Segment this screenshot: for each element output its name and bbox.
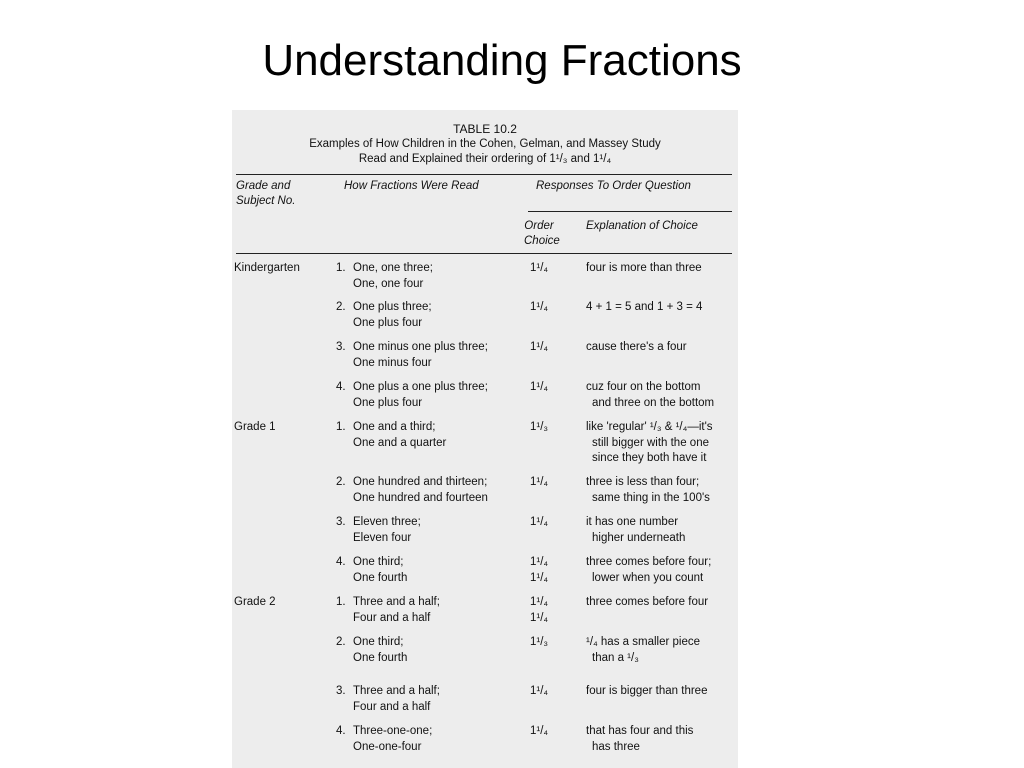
fraction-reading-line: One minus four	[353, 356, 432, 369]
header-order-choice: Order Choice	[524, 220, 560, 247]
fraction-reading-line: Eleven four	[353, 531, 412, 544]
fraction-reading	[353, 555, 407, 586]
fraction-reading-line: One hundred and thirteen;	[353, 476, 488, 488]
fraction-reading-line: Three and a half;	[353, 596, 440, 608]
order-choice	[530, 261, 548, 277]
row-number-line: 1.	[336, 262, 346, 274]
order-choice-line: 1¹/₃	[530, 421, 549, 433]
choice-explanation-line: than a ¹/₃	[592, 651, 639, 664]
fraction-reading	[353, 340, 488, 371]
grade-label-line: Kindergarten	[234, 262, 300, 274]
fraction-reading-line: One-one-four	[353, 740, 422, 753]
row-number	[336, 380, 346, 396]
choice-explanation-line: higher underneath	[592, 531, 686, 544]
choice-explanation	[586, 340, 687, 356]
fraction-reading-line: Three and a half;	[353, 685, 440, 697]
order-choice	[530, 724, 548, 740]
fraction-reading	[353, 635, 407, 666]
order-choice	[530, 475, 548, 491]
order-choice-line: 1¹/₄	[530, 571, 549, 584]
fraction-reading	[353, 261, 433, 292]
fraction-reading	[353, 595, 440, 626]
choice-explanation	[586, 515, 685, 546]
order-choice	[530, 300, 548, 316]
order-choice-line: 1¹/₄	[530, 611, 549, 624]
row-number	[336, 475, 346, 491]
grade-label	[234, 420, 276, 436]
choice-explanation-line: four is more than three	[586, 262, 702, 274]
row-number	[336, 555, 346, 571]
order-choice-line: 1¹/₃	[530, 636, 549, 648]
row-number	[336, 724, 346, 740]
order-choice-line: 1¹/₄	[530, 516, 549, 528]
row-number-line: 4.	[336, 725, 346, 737]
row-number-line: 4.	[336, 381, 346, 393]
header-sub-rule	[528, 211, 732, 212]
top-rule	[236, 174, 732, 175]
choice-explanation-line: cuz four on the bottom	[586, 381, 701, 393]
choice-explanation-line: lower when you count	[592, 571, 704, 584]
choice-explanation-line: three is less than four;	[586, 476, 700, 488]
fraction-reading	[353, 684, 440, 715]
fraction-reading-line: Four and a half	[353, 700, 431, 713]
fraction-reading-line: One minus one plus three;	[353, 341, 488, 353]
fraction-reading	[353, 300, 432, 331]
choice-explanation-line: three comes before four	[586, 596, 709, 608]
fraction-reading-line: Three-one-one;	[353, 725, 433, 737]
choice-explanation-line: cause there's a four	[586, 341, 687, 353]
order-choice	[530, 555, 548, 586]
order-choice	[530, 515, 548, 531]
order-choice-line: 1¹/₄	[530, 596, 549, 608]
row-number	[336, 684, 346, 700]
fraction-reading	[353, 475, 488, 506]
choice-explanation-line: 4 + 1 = 5 and 1 + 3 = 4	[586, 301, 703, 313]
fraction-reading	[353, 420, 446, 451]
grade-label-line: Grade 1	[234, 421, 276, 433]
header-bottom-rule	[236, 253, 732, 254]
fraction-reading-line: One and a third;	[353, 421, 436, 433]
header-read: How Fractions Were Read	[344, 180, 479, 192]
choice-explanation	[586, 595, 708, 611]
choice-explanation	[586, 420, 713, 467]
choice-explanation	[586, 261, 702, 277]
row-number	[336, 515, 346, 531]
fraction-reading-line: One plus four	[353, 396, 423, 409]
fraction-reading-line: One, one three;	[353, 262, 433, 274]
row-number	[336, 300, 346, 316]
row-number-line: 1.	[336, 596, 346, 608]
order-choice	[530, 340, 548, 356]
fraction-reading-line: One third;	[353, 556, 404, 568]
row-number-line: 4.	[336, 556, 346, 568]
choice-explanation	[586, 555, 711, 586]
row-number	[336, 261, 346, 277]
order-choice	[530, 635, 548, 651]
order-choice	[530, 420, 548, 436]
fraction-reading-line: One, one four	[353, 277, 424, 290]
choice-explanation-line: three comes before four;	[586, 556, 712, 568]
row-number	[336, 420, 346, 436]
choice-explanation-line: it has one number	[586, 516, 679, 528]
row-number-line: 2.	[336, 301, 346, 313]
table-caption	[232, 122, 738, 167]
slide-title: Understanding Fractions	[262, 36, 742, 85]
row-number-line: 3.	[336, 685, 346, 697]
choice-explanation	[586, 635, 700, 666]
order-choice-line: 1¹/₄	[530, 685, 549, 697]
order-choice	[530, 595, 548, 626]
row-number-line: 3.	[336, 341, 346, 353]
fraction-reading-line: Eleven three;	[353, 516, 421, 528]
choice-explanation-line: still bigger with the one	[592, 436, 709, 449]
choice-explanation-line: like 'regular' ¹/₃ & ¹/₄—it's	[586, 421, 713, 433]
fraction-reading-line: One fourth	[353, 571, 408, 584]
row-number	[336, 595, 346, 611]
grade-label-line: Grade 2	[234, 596, 276, 608]
table-label: TABLE 10.2	[453, 122, 517, 136]
order-choice-line: 1¹/₄	[530, 381, 549, 393]
order-choice-line: 1¹/₄	[530, 556, 549, 568]
fraction-reading-line: Four and a half	[353, 611, 431, 624]
order-choice	[530, 380, 548, 396]
choice-explanation-line: four is bigger than three	[586, 685, 708, 697]
row-number	[336, 340, 346, 356]
header-explanation: Explanation of Choice	[586, 220, 698, 232]
caption-line-2: Read and Explained their ordering of 1¹/₃ and 1¹/₄	[358, 153, 612, 165]
header-responses: Responses To Order Question	[536, 180, 691, 192]
fraction-reading-line: One plus four	[353, 316, 423, 329]
row-number-line: 2.	[336, 636, 346, 648]
header-grade: Grade and Subject No.	[236, 180, 296, 207]
order-choice-line: 1¹/₄	[530, 301, 549, 313]
order-choice-line: 1¹/₄	[530, 725, 549, 737]
order-choice-line: 1¹/₄	[530, 262, 549, 274]
order-choice-line: 1¹/₄	[530, 341, 549, 353]
fraction-reading-line: One hundred and fourteen	[353, 491, 488, 504]
fraction-reading-line: One fourth	[353, 651, 408, 664]
order-choice-line: 1¹/₄	[530, 476, 549, 488]
fraction-reading-line: One and a quarter	[353, 436, 447, 449]
choice-explanation	[586, 300, 702, 316]
grade-label	[234, 261, 300, 277]
fraction-reading	[353, 380, 488, 411]
order-choice	[530, 684, 548, 700]
row-number-line: 1.	[336, 421, 346, 433]
grade-label	[234, 595, 276, 611]
row-number	[336, 635, 346, 651]
choice-explanation	[586, 684, 707, 700]
fraction-reading-line: One third;	[353, 636, 404, 648]
choice-explanation-line: since they both have it	[592, 452, 707, 464]
choice-explanation	[586, 724, 693, 755]
fraction-reading-line: One plus a one plus three;	[353, 381, 488, 393]
row-number-line: 3.	[336, 516, 346, 528]
fraction-reading	[353, 724, 432, 755]
choice-explanation-line: ¹/₄ has a smaller piece	[586, 636, 700, 648]
scanned-table	[232, 110, 738, 768]
choice-explanation-line: and three on the bottom	[592, 396, 715, 409]
row-number-line: 2.	[336, 476, 346, 488]
fraction-reading	[353, 515, 421, 546]
choice-explanation-line: that has four and this	[586, 725, 694, 737]
choice-explanation	[586, 380, 714, 411]
choice-explanation	[586, 475, 710, 506]
fraction-reading-line: One plus three;	[353, 301, 432, 313]
choice-explanation-line: same thing in the 100's	[592, 491, 710, 504]
caption-line-1: Examples of How Children in the Cohen, Gelman, and Massey Study	[309, 138, 661, 150]
choice-explanation-line: has three	[592, 740, 640, 753]
